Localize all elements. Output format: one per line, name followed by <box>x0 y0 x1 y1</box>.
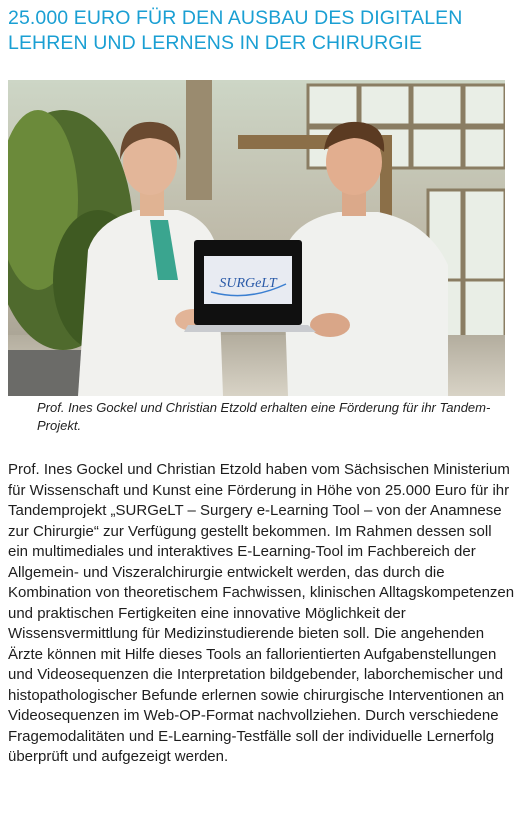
photo-caption: Prof. Ines Gockel und Christian Etzold erhalten eine Förderung für ihr Tandem-Projekt. <box>37 400 491 433</box>
article-body: Prof. Ines Gockel und Christian Etzold haben vom Sächsischen Ministerium für Wissenschaft und Kunst eine Förderung in Höhe von 25.000 Euro für ihr Tandemprojekt „SURGeLT – Surgery e-Learning Tool – von der Anamnese zur Chirurgie“ zur Verfügung gestellt bekommen. Im Rahmen dessen soll ein multimediales und interaktives E-Learning-Tool im Fachbereich der Allgemein- und Viszeralchirurgie entwickelt werden, das durch die Kombination von theoretischem Fachwissen, klinischen Alltagskompetenzen und praktischen Fertigkeiten eine innovative Möglichkeit der Wissensvermittlung für Medizinstudierende bieten soll. Die angehenden Ärzte können mit Hilfe dieses Tools an fallorientierten Aufgabenstellungen und Videosequenzen die Interpretation bildgebender, laborchemischer und histopathologischer Befunde erlernen sowie chirurgische Interventionen an Videosequenzen im Web-OP-Format nachvollziehen. Durch verschiedene Fragemodalitäten und E-Learning-Testfälle soll der individuelle Lernerfolg überprüft und aufgezeigt werden. <box>8 461 515 765</box>
laptop-logo-text: SURGeLT <box>219 276 277 291</box>
article-headline: 25.000 EURO FÜR DEN AUSBAU DES DIGITALEN LEHREN UND LERNENS IN DER CHIRURGIE <box>8 7 463 54</box>
article-photo <box>8 80 505 396</box>
